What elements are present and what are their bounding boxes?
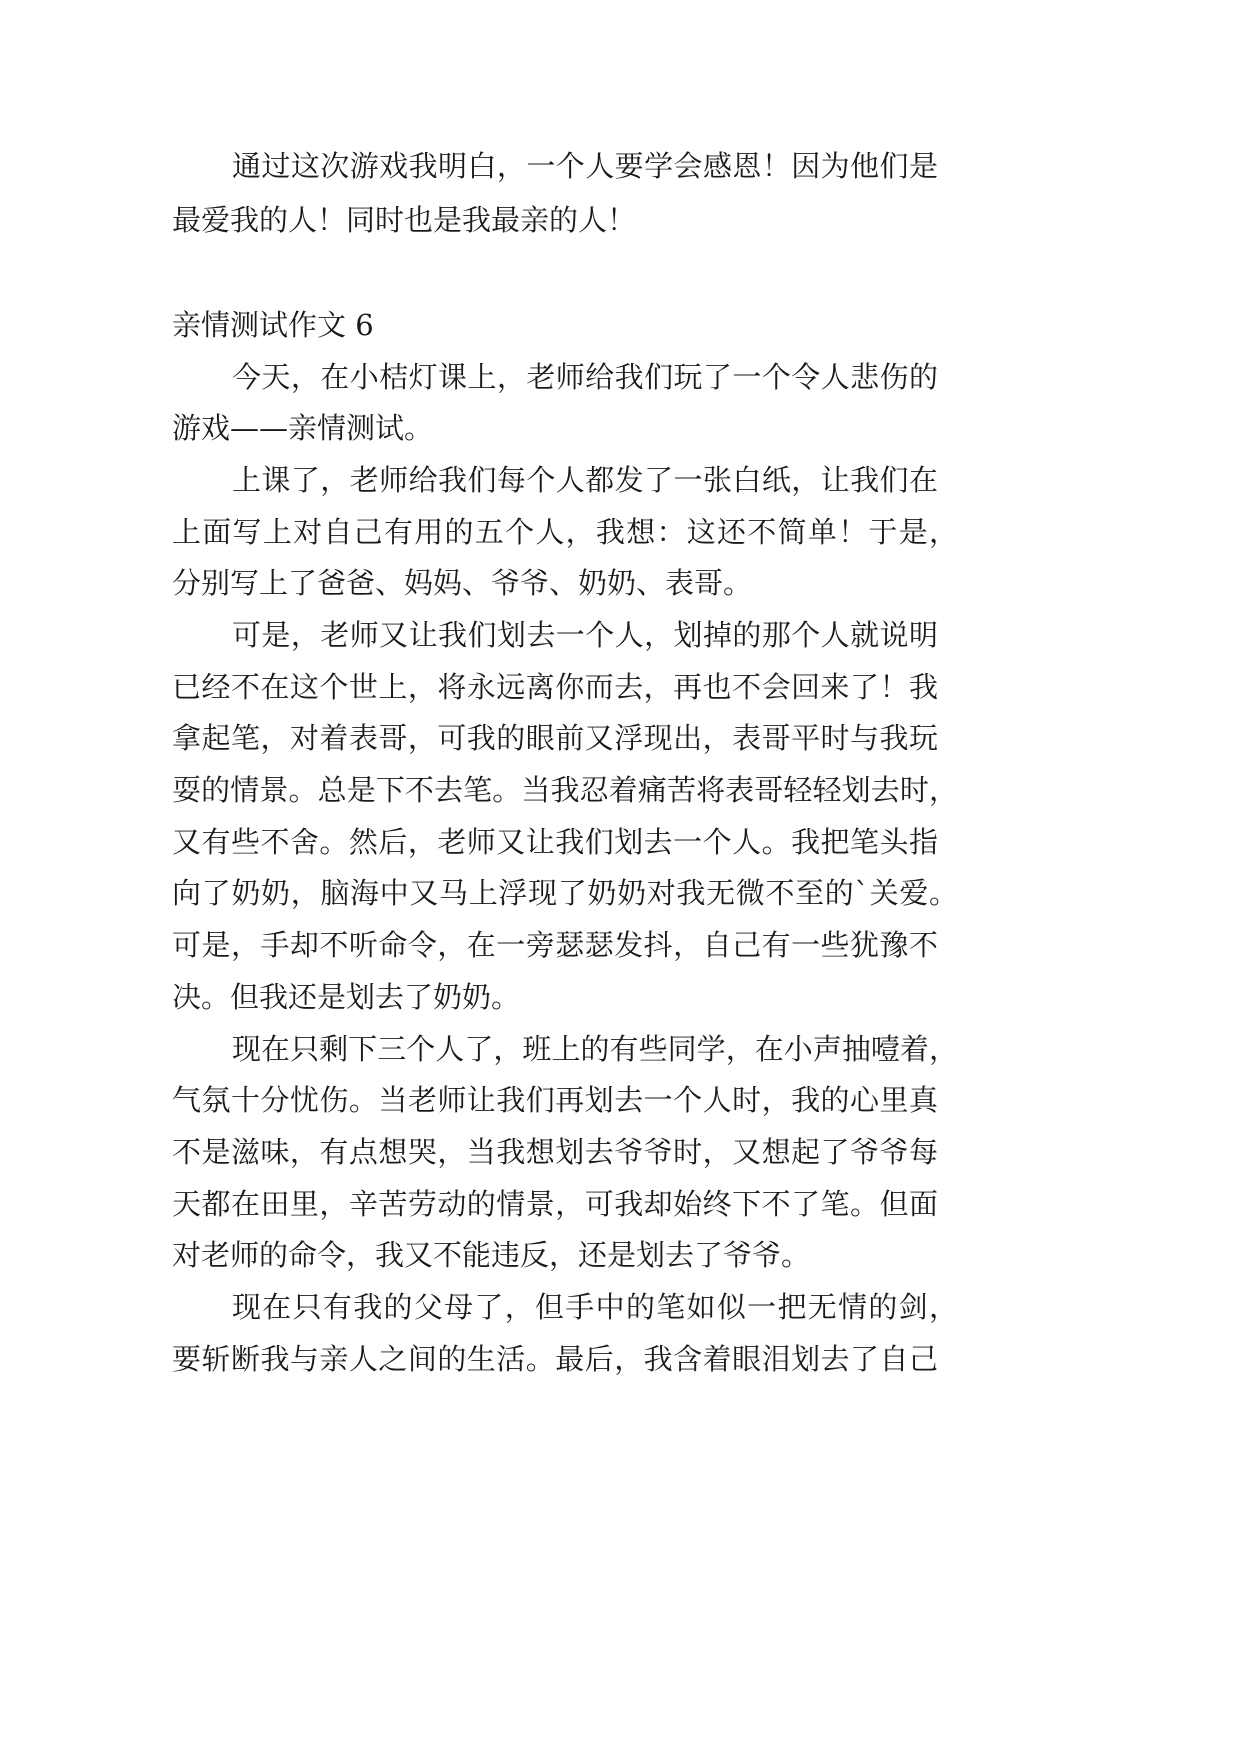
section-title: 亲情测试作文 6 bbox=[172, 308, 374, 342]
document-page: 通过这次游戏我明白，一个人要学会感恩！因为他们是 最爱我的人！同时也是我最亲的人！ 亲情测试作文 6 今天，在小桔灯课上，老师给我们玩了一个令人悲伤的 游戏——亲情测试。 上课了，老师给我们每个人都发了一张白纸，让我们在 上面写上对自己有用的五个人，我想：这还不简单！于是， 分别写上了爸爸、妈妈、爷爷、奶奶、表哥。 可是，老师又让我们划去一个人，划掉的那个人就说明 已经不在这个世上，将永远离你而去，再也不会回来了！我 拿起笔，对着表哥，可我的眼前又浮现出，表哥平时与我玩 耍的情景。总是下不去笔。当我忍着痛苦将表哥轻轻划去时， 又有些不舍。然后，老师又让我们划去一个人。我把笔头指 向了奶奶，脑海中又马上浮现了奶奶对我无微不至的`关爱。 可是，手却不听命令，在一旁瑟瑟发抖，自己有一些犹豫不 决。但我还是划去了奶奶。 现在只剩下三个人了，班上的有些同学，在小声抽噎着， 气氛十分忧伤。当老师让我们再划去一个人时，我的心里真 不是滋味，有点想哭，当我想划去爷爷时，又想起了爷爷每 天都在田里，辛苦劳动的情景，可我却始终下不了笔。但面 对老师的命令，我又不能违反，还是划去了爷爷。 现在只有我的父母了，但手中的笔如似一把无情的剑， 要斩断我与亲人之间的生活。最后，我含着眼泪划去了自己 bbox=[172, 149, 958, 1376]
